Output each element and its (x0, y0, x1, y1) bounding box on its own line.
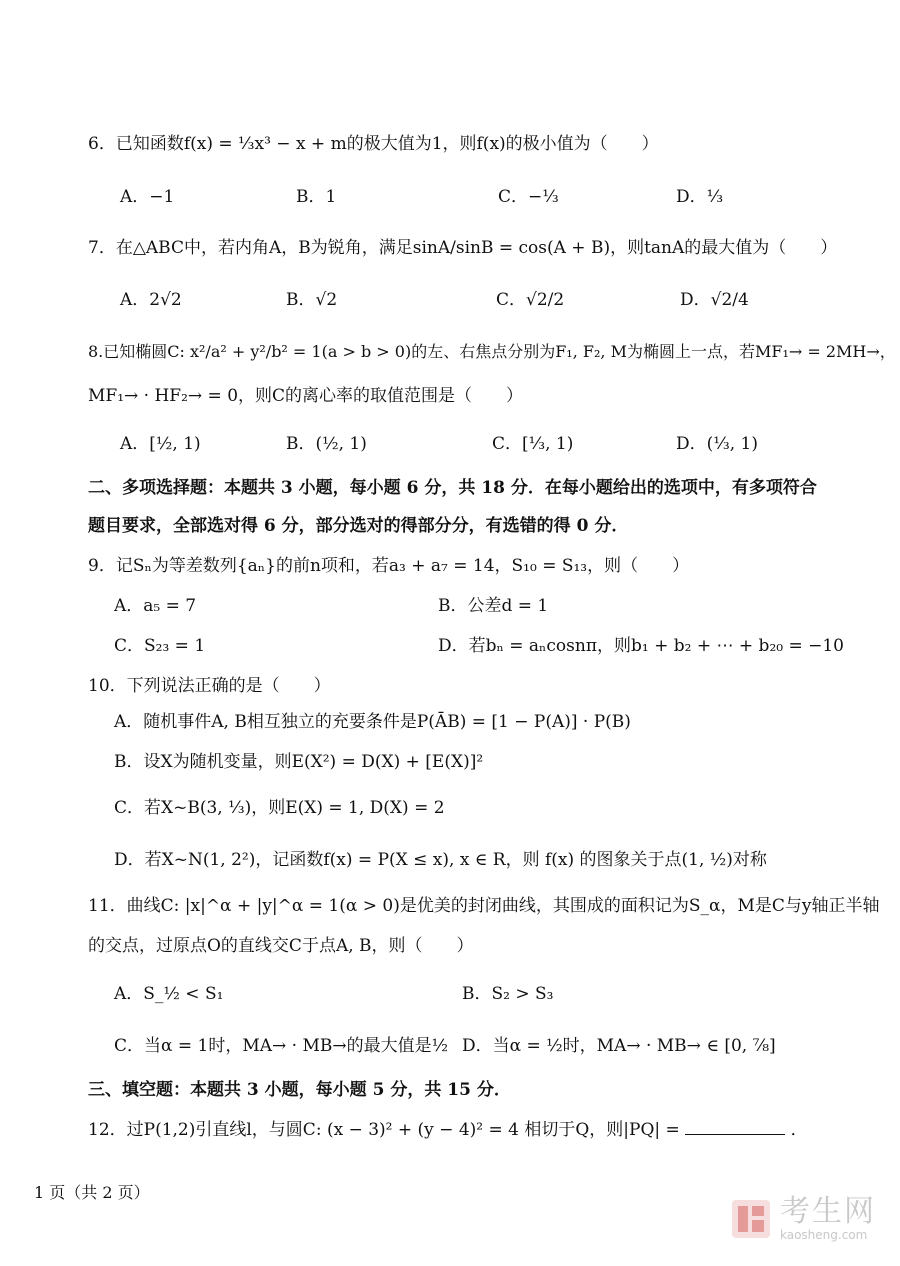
q9-stem: 9．记Sₙ为等差数列{aₙ}的前n项和，若a₃ + a₇ = 14，S₁₀ = S₁₃，则（ ） (88, 556, 690, 576)
q12-text: 12．过P(1,2)引直线l，与圆C: (x − 3)² + (y − 4)² = 4 相切于Q，则|PQ| = (88, 1120, 680, 1140)
q8-option-b: B．(½, 1) (286, 434, 367, 454)
section-3-heading: 三、填空题：本题共 3 小题，每小题 5 分，共 15 分． (88, 1080, 511, 1100)
q6-stem: 6．已知函数f(x) = ⅓x³ − x + m的极大值为1，则f(x)的极小值为（ ） (88, 134, 659, 154)
q8-option-c: C．[⅓, 1) (492, 434, 574, 454)
q8-option-d: D．(⅓, 1) (676, 434, 758, 454)
q11-option-d: D．当α = ½时，MA→ · MB→ ∈ [0, ⅞] (462, 1036, 776, 1056)
q7-option-b: B．√2 (286, 290, 338, 310)
q7-stem: 7．在△ABC中，若内角A，B为锐角，满足sinA/sinB = cos(A + B)，则tanA的最大值为（ ） (88, 238, 838, 258)
q11-option-c: C．当α = 1时，MA→ · MB→的最大值是½ (114, 1036, 449, 1056)
q9-option-a: A．a₅ = 7 (114, 596, 197, 616)
q9-option-c: C．S₂₃ = 1 (114, 636, 206, 656)
q11-stem-line2: 的交点，过原点O的直线交C于点A, B，则（ ） (88, 936, 474, 956)
q6-option-b: B．1 (296, 187, 337, 207)
q7-option-c: C．√2/2 (496, 290, 565, 310)
q12-end: ． (790, 1120, 808, 1140)
watermark (730, 1196, 876, 1242)
q10-option-b: B．设X为随机变量，则E(X²) = D(X) + [E(X)]² (114, 752, 484, 772)
kaosheng-logo-icon (730, 1198, 772, 1240)
q6-option-d: D．⅓ (676, 187, 724, 207)
q11-option-a: A．S_½ < S₁ (114, 984, 224, 1004)
q8-option-a: A．[½, 1) (120, 434, 201, 454)
q11-option-b: B．S₂ > S₃ (462, 984, 554, 1004)
q10-stem: 10．下列说法正确的是（ ） (88, 676, 331, 696)
page-number: 1 页（共 2 页） (34, 1183, 150, 1202)
watermark-url: kaosheng.com (780, 1228, 868, 1242)
q8-stem-line2: MF₁→ · HF₂→ = 0，则C的离心率的取值范围是（ ） (88, 386, 524, 406)
q6-option-c: C．−⅓ (498, 187, 559, 207)
q11-stem-line1: 11．曲线C: |x|^α + |y|^α = 1(α > 0)是优美的封闭曲线，其围成的面积记为S_α，M是C与y轴正半轴 (88, 896, 880, 916)
q10-option-a: A．随机事件A, B相互独立的充要条件是P(ĀB) = [1 − P(A)] · P(B) (114, 712, 631, 732)
q7-option-a: A．2√2 (120, 290, 182, 310)
q9-option-b: B．公差d = 1 (438, 596, 549, 616)
q10-option-d: D．若X~N(1, 2²)，记函数f(x) = P(X ≤ x), x ∈ R，则 f(x) 的图象关于点(1, ½)对称 (114, 850, 767, 870)
section-2-heading: 二、多项选择题：本题共 3 小题，每小题 6 分，共 18 分．在每小题给出的选项中，有多项符合 (88, 478, 817, 498)
q9-option-d: D．若bₙ = aₙcosnπ，则b₁ + b₂ + ⋯ + b₂₀ = −10 (438, 636, 844, 656)
q8-stem-line1: 8.已知椭圆C: x²/a² + y²/b² = 1(a > b > 0)的左、右焦点分别为F₁, F₂, M为椭圆上一点，若MF₁→ = 2MH→， (88, 342, 896, 361)
q7-option-d: D．√2/4 (680, 290, 749, 310)
watermark-name: 考生网 (780, 1194, 876, 1229)
q12-answer-blank[interactable] (685, 1118, 785, 1135)
q12-stem (88, 1118, 808, 1142)
section-2-instructions: 题目要求，全部选对得 6 分，部分选对的得部分分，有选错的得 0 分． (88, 516, 629, 536)
q6-option-a: A．−1 (120, 187, 175, 207)
q10-option-c: C．若X~B(3, ⅓)，则E(X) = 1, D(X) = 2 (114, 798, 445, 818)
